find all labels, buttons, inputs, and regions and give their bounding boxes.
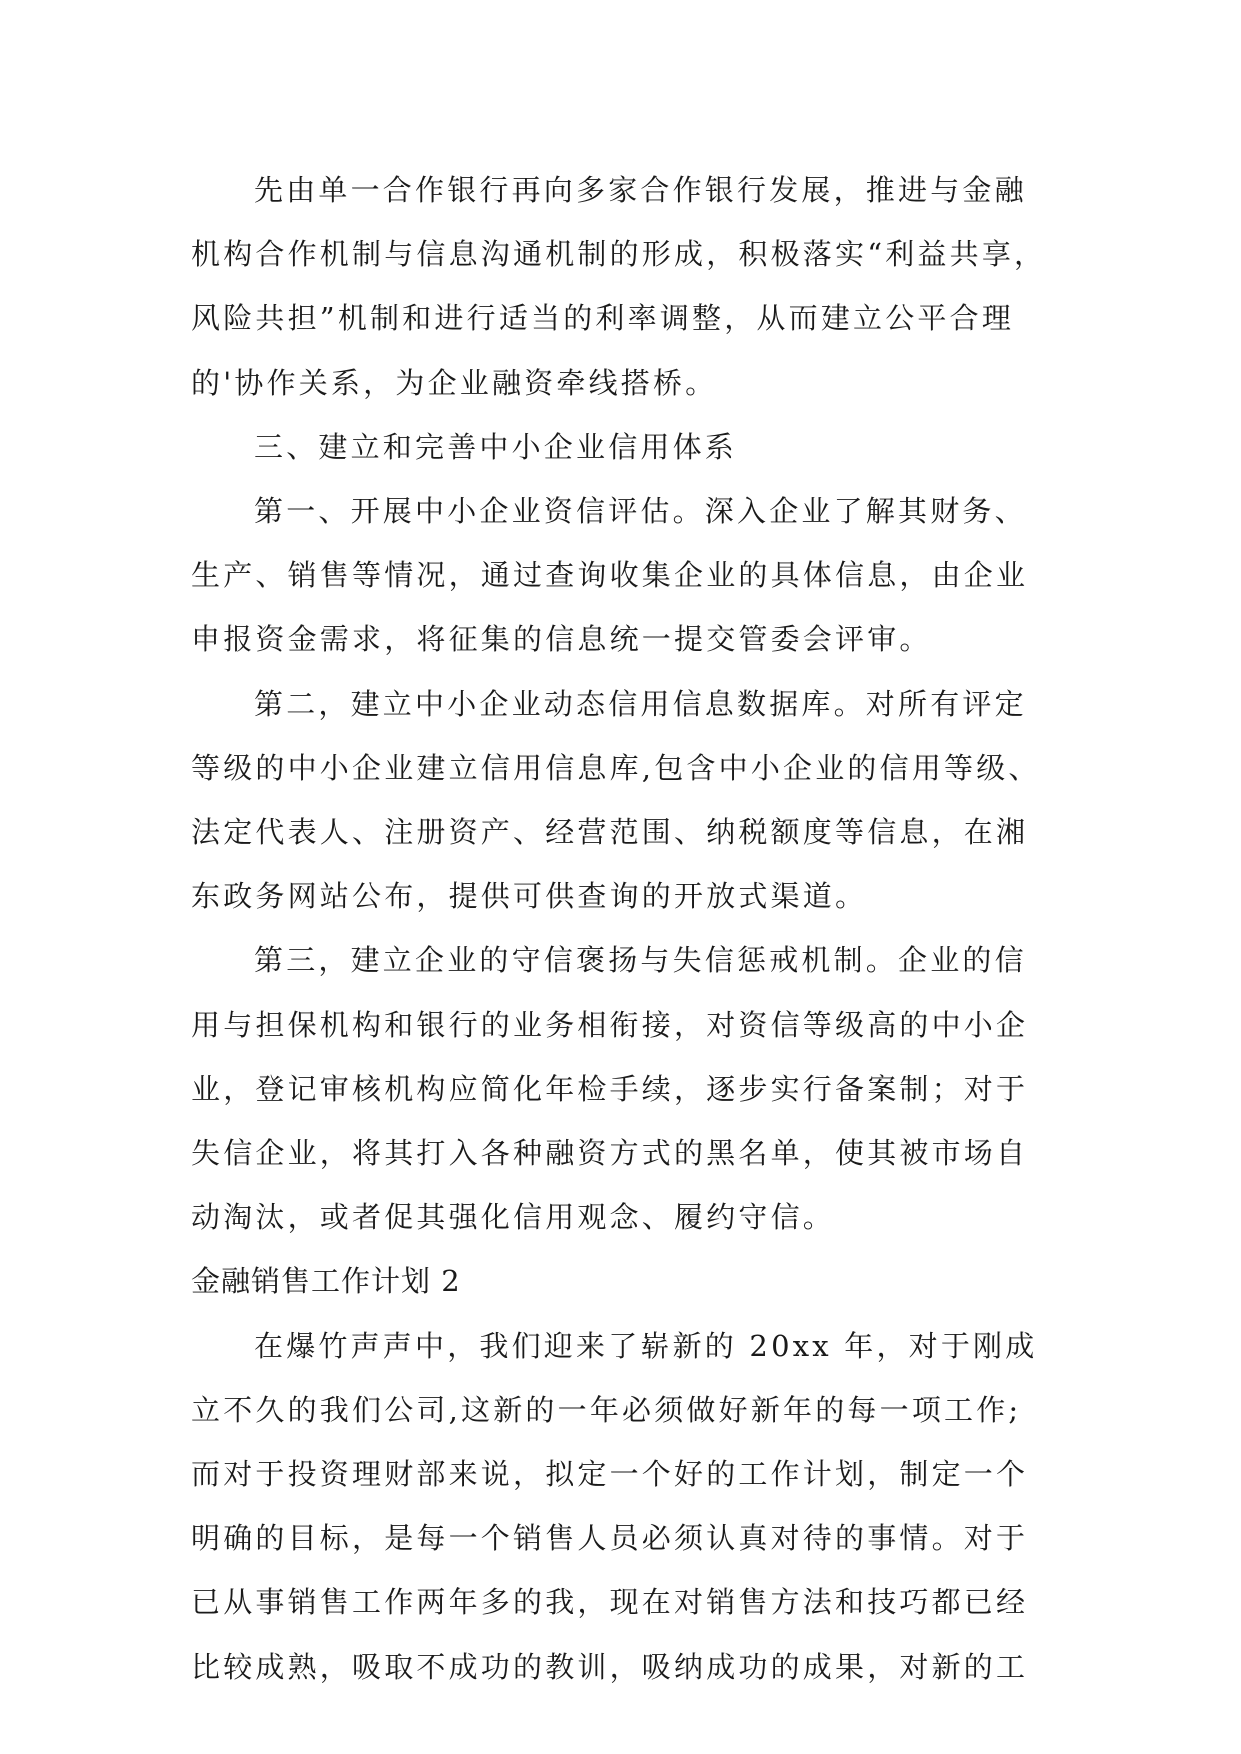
- paragraph-reward-punish: [191, 928, 1051, 1249]
- text-line: 第二，建立中小企业动态信用信息数据库。对所有评定: [254, 686, 1027, 721]
- paragraph-credit-database: [191, 672, 1051, 929]
- paragraph-credit-assessment: [191, 479, 1051, 672]
- text-line: 已从事销售工作两年多的我，现在对销售方法和技巧都已经: [191, 1585, 1029, 1620]
- text-line: 用与担保机构和银行的业务相衔接，对资信等级高的中小企: [191, 1007, 1029, 1042]
- text-line: 业，登记审核机构应简化年检手续，逐步实行备案制；对于: [191, 1071, 1029, 1106]
- text-line: 东政务网站公布，提供可供查询的开放式渠道。: [191, 879, 868, 914]
- text-line: 生产、销售等情况，通过查询收集企业的具体信息，由企业: [191, 558, 1029, 593]
- text-line: 第三，建立企业的守信褒扬与失信惩戒机制。企业的信: [254, 943, 1027, 978]
- text-line: 申报资金需求，将征集的信息统一提交管委会评审。: [191, 622, 932, 657]
- section-title-plan-2: [191, 1249, 1051, 1313]
- text-line: 立不久的我们公司,这新的一年必须做好新年的每一项工作;: [191, 1392, 1022, 1427]
- text-line: 失信企业，将其打入各种融资方式的黑名单，使其被市场自: [191, 1136, 1029, 1171]
- text-line: 等级的中小企业建立信用信息库,包含中小企业的信用等级、: [191, 750, 1041, 785]
- text-line: 第一、开展中小企业资信评估。深入企业了解其财务、: [254, 494, 1027, 529]
- text-line: 而对于投资理财部来说，拟定一个好的工作计划，制定一个: [191, 1457, 1029, 1492]
- text-line: 动淘汰，或者促其强化信用观念、履约守信。: [191, 1200, 836, 1235]
- section-heading-credit-system: [191, 415, 1051, 479]
- text-line: 机构合作机制与信息沟通机制的形成，积极落实“利益共享，: [191, 237, 1047, 272]
- text-line: 明确的目标，是每一个销售人员必须认真对待的事情。对于: [191, 1521, 1029, 1556]
- text-line: 的'协作关系，为企业融资牵线搭桥。: [191, 365, 718, 400]
- heading-text: 三、建立和完善中小企业信用体系: [254, 429, 738, 464]
- paragraph-bank-cooperation: [191, 158, 1051, 415]
- text-line: 风险共担”机制和进行适当的利率调整，从而建立公平合理: [191, 301, 1015, 336]
- paragraph-new-year-plan: [191, 1314, 1051, 1699]
- text-line: 先由单一合作银行再向多家合作银行发展，推进与金融: [254, 173, 1027, 207]
- text-line: 比较成熟，吸取不成功的教训，吸纳成功的成果，对新的工: [191, 1649, 1029, 1684]
- title-text: 金融销售工作计划 2: [191, 1264, 461, 1299]
- text-line: 法定代表人、注册资产、经营范围、纳税额度等信息，在湘: [191, 815, 1029, 850]
- text-line: 在爆竹声声中，我们迎来了崭新的 20xx 年，对于刚成: [254, 1328, 1038, 1363]
- document-body: [191, 158, 1051, 1699]
